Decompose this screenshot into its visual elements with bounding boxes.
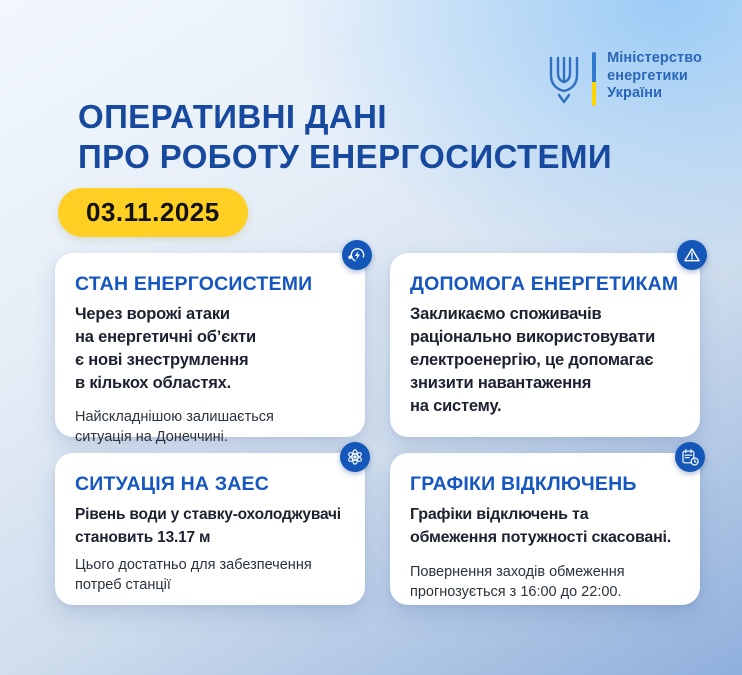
card-help-energy-workers — [390, 253, 700, 437]
power-circuit-icon — [342, 240, 372, 270]
card-note-text: Цього достатньо для забезпечення потреб станції — [75, 557, 312, 593]
card-note-text: Найскладнішою залишається ситуація на Донеччині. — [75, 409, 274, 445]
date-badge: 03.11.2025 — [58, 188, 248, 237]
card-lead-text: Графіки відключень та обмеження потужності скасовані. — [410, 506, 672, 546]
atom-icon — [340, 442, 370, 472]
ministry-name-line: України — [607, 85, 663, 101]
card-lead-text: Закликаємо споживачів раціонально використовувати електроенергію, це допомагає знизити навантаження на систему. — [410, 305, 656, 415]
card-lead-text: Рівень води у ставку-охолоджувачі становить 13.17 м — [75, 506, 341, 546]
card-outage-schedules — [390, 453, 700, 605]
card-energy-system-status — [55, 253, 365, 445]
ministry-name-line: Міністерство — [607, 50, 702, 66]
card-lead-text: Через ворожі атаки на енергетичні об’єкти є нові знеструмлення в кількох областях. — [75, 305, 256, 392]
ministry-name-line: енергетики — [607, 67, 688, 84]
page-title-line2: ПРО РОБОТУ ЕНЕРГОСИСТЕМИ — [78, 138, 612, 175]
ministry-name — [607, 50, 702, 103]
card-znpp-situation — [55, 453, 365, 605]
card-title: СТАН ЕНЕРГОСИСТЕМИ — [75, 273, 313, 295]
page-title-line1: ОПЕРАТИВНІ ДАНІ — [78, 98, 387, 135]
warning-icon — [677, 240, 707, 270]
card-note-text: Повернення заходів обмеження прогнозується з 16:00 до 22:00. — [410, 564, 625, 600]
card-title: ДОПОМОГА ЕНЕРГЕТИКАМ — [410, 273, 679, 295]
page-title — [78, 97, 612, 177]
card-title: СИТУАЦІЯ НА ЗАЕС — [75, 473, 270, 495]
schedule-clock-icon — [675, 442, 705, 472]
card-title: ГРАФІКИ ВІДКЛЮЧЕНЬ — [410, 473, 637, 495]
